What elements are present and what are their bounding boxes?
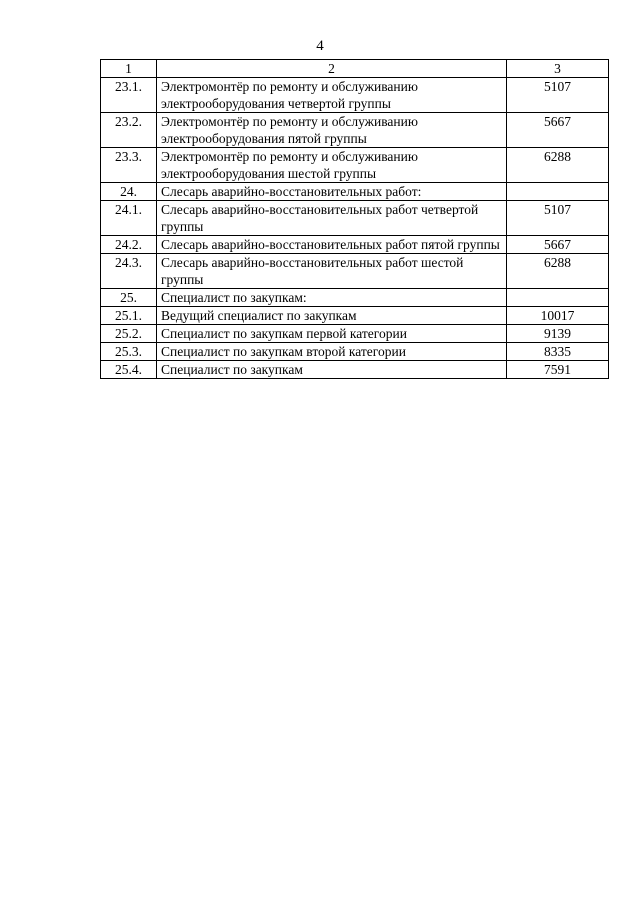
table-row — [101, 325, 609, 343]
table-row — [101, 254, 609, 289]
table-row — [101, 113, 609, 148]
row-value: 5107 — [507, 201, 609, 236]
row-position: Электромонтёр по ремонту и обслуживанию электрооборудования четвертой группы — [157, 78, 507, 113]
row-value: 5107 — [507, 78, 609, 113]
row-number: 23.3. — [101, 148, 157, 183]
row-value: 6288 — [507, 254, 609, 289]
row-number: 25.2. — [101, 325, 157, 343]
table-row — [101, 148, 609, 183]
table-row — [101, 201, 609, 236]
page-number: 4 — [316, 38, 324, 54]
row-position: Ведущий специалист по закупкам — [157, 307, 507, 325]
row-number: 23.2. — [101, 113, 157, 148]
row-value: 8335 — [507, 343, 609, 361]
row-position: Электромонтёр по ремонту и обслуживанию электрооборудования пятой группы — [157, 113, 507, 148]
row-value: 5667 — [507, 236, 609, 254]
row-position: Электромонтёр по ремонту и обслуживанию электрооборудования шестой группы — [157, 148, 507, 183]
row-position: Слесарь аварийно-восстановительных работ пятой группы — [157, 236, 507, 254]
row-position: Специалист по закупкам: — [157, 289, 507, 307]
row-number: 25.1. — [101, 307, 157, 325]
row-number: 24.2. — [101, 236, 157, 254]
row-value: 10017 — [507, 307, 609, 325]
row-value: 6288 — [507, 148, 609, 183]
row-position: Специалист по закупкам первой категории — [157, 325, 507, 343]
row-number: 25.4. — [101, 361, 157, 379]
table-row — [101, 236, 609, 254]
row-value: 7591 — [507, 361, 609, 379]
column-header-3: 3 — [507, 60, 609, 78]
row-number: 25.3. — [101, 343, 157, 361]
row-number: 23.1. — [101, 78, 157, 113]
table-row — [101, 289, 609, 307]
column-header-1: 1 — [101, 60, 157, 78]
row-position: Слесарь аварийно-восстановительных работ шестой группы — [157, 254, 507, 289]
row-number: 24. — [101, 183, 157, 201]
row-value — [507, 183, 609, 201]
row-value: 9139 — [507, 325, 609, 343]
table-row — [101, 183, 609, 201]
row-position: Специалист по закупкам — [157, 361, 507, 379]
row-value: 5667 — [507, 113, 609, 148]
row-value — [507, 289, 609, 307]
row-number: 25. — [101, 289, 157, 307]
salary-table — [100, 59, 609, 379]
row-position: Специалист по закупкам второй категории — [157, 343, 507, 361]
table-row — [101, 343, 609, 361]
table-row — [101, 78, 609, 113]
column-header-2: 2 — [157, 60, 507, 78]
row-position: Слесарь аварийно-восстановительных работ четвертой группы — [157, 201, 507, 236]
table-row — [101, 361, 609, 379]
table-row — [101, 307, 609, 325]
table-header-row — [101, 60, 609, 78]
row-number: 24.3. — [101, 254, 157, 289]
row-position: Слесарь аварийно-восстановительных работ: — [157, 183, 507, 201]
row-number: 24.1. — [101, 201, 157, 236]
